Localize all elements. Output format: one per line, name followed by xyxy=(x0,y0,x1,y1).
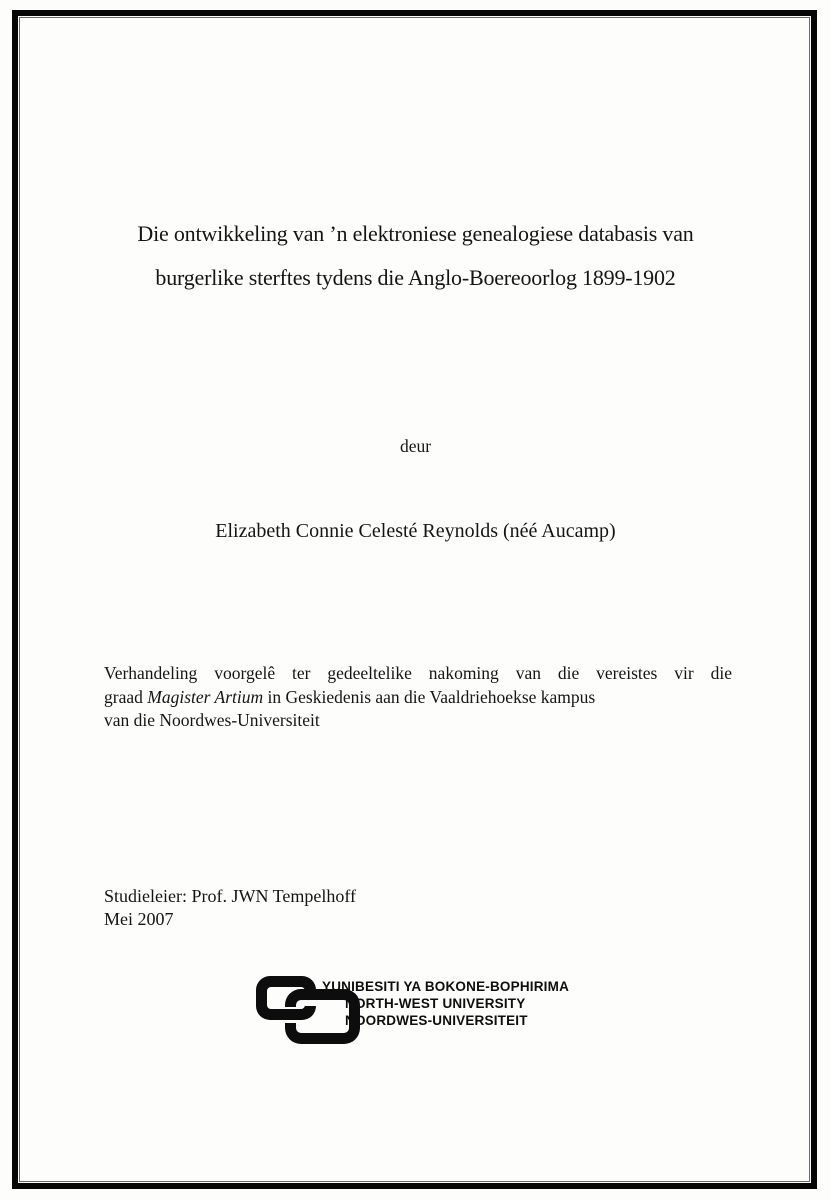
date-line: Mei 2007 xyxy=(104,909,174,929)
degree-statement-line2 xyxy=(104,686,732,710)
supervisor-block xyxy=(104,885,356,931)
university-logo xyxy=(256,976,586,1048)
thesis-title-line2: burgerlike sterftes tydens die Anglo-Boereoorlog 1899-1902 xyxy=(155,265,676,290)
logo-text-english: NORTH-WEST UNIVERSITY xyxy=(345,996,526,1011)
byline-deur: deur xyxy=(399,436,432,456)
degree-statement xyxy=(104,662,732,733)
supervisor-line: Studieleier: Prof. JWN Tempelhoff xyxy=(104,886,357,906)
logo-text-setswana: YUNIBESITI YA BOKONE-BOPHIRIMA xyxy=(322,979,570,994)
degree-name-italic: Magister Artium xyxy=(147,686,264,707)
author-name: Elizabeth Connie Celesté Reynolds (néé Aucamp) xyxy=(215,520,616,542)
degree-statement-line2-post: in Geskiedenis aan die Vaaldriehoekse kampus xyxy=(263,686,596,707)
logo-text-afrikaans: NOORDWES-UNIVERSITEIT xyxy=(345,1013,528,1028)
thesis-title-line1: Die ontwikkeling van ’n elektroniese genealogiese databasis van xyxy=(137,221,694,246)
degree-statement-line3: van die Noordwes-Universiteit xyxy=(104,710,320,730)
degree-statement-line2-pre: graad xyxy=(104,686,148,707)
thesis-title xyxy=(50,212,781,300)
university-logo-text xyxy=(322,978,569,1029)
degree-statement-line1: Verhandeling voorgelê ter gedeeltelike nakoming van die vereistes vir die xyxy=(104,663,732,683)
